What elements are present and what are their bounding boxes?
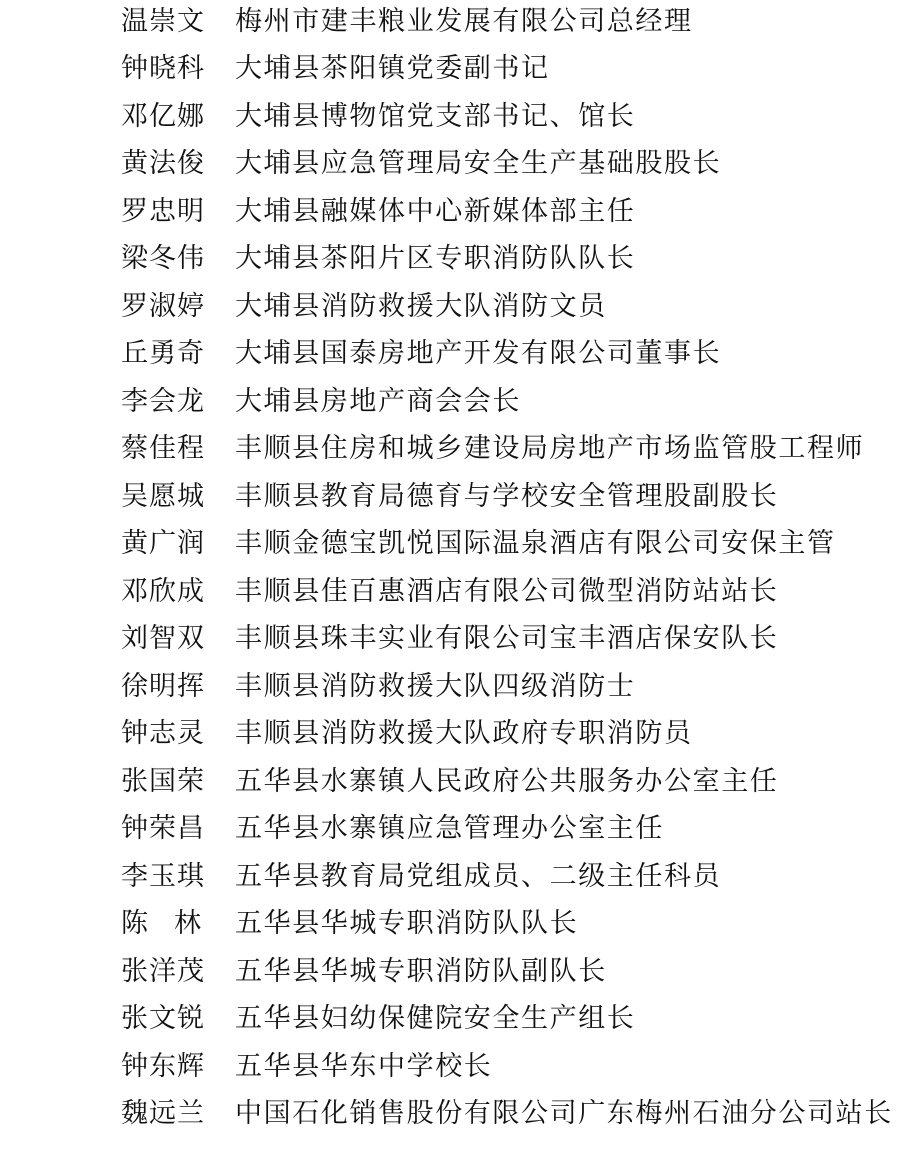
person-title: 丰顺县教育局德育与学校安全管理股副股长: [235, 481, 779, 512]
person-name: 张文锐: [121, 1003, 205, 1034]
person-title: 大埔县茶阳片区专职消防队队长: [235, 243, 636, 274]
person-title: 大埔县博物馆党支部书记、馆长: [235, 101, 636, 132]
person-title: 大埔县消防救援大队消防文员: [235, 291, 607, 322]
person-name: 邓亿娜: [121, 101, 205, 132]
list-item: [0, 0, 910, 45]
person-title: 大埔县房地产商会会长: [235, 386, 521, 417]
list-item: [0, 140, 910, 187]
person-title: 五华县华城专职消防队队长: [235, 908, 579, 939]
person-name: 李会龙: [121, 386, 205, 417]
person-title: 五华县教育局党组成员、二级主任科员: [235, 861, 722, 892]
person-name: 黄法俊: [121, 148, 205, 179]
list-item: [0, 1090, 910, 1137]
person-name: 丘勇奇: [121, 338, 205, 369]
person-name: 吴愿城: [121, 481, 205, 512]
person-name: 蔡佳程: [121, 433, 205, 464]
person-name: 罗淑婷: [121, 291, 205, 322]
person-title: 丰顺县消防救援大队四级消防士: [235, 671, 636, 702]
list-item: [0, 283, 910, 330]
person-name: 张国荣: [121, 766, 205, 797]
person-name: 李玉琪: [121, 861, 205, 892]
list-item: [0, 330, 910, 377]
person-name: 徐明挥: [121, 671, 205, 702]
list-item: [0, 425, 910, 472]
person-name: 钟荣昌: [121, 813, 205, 844]
person-name: 刘智双: [121, 623, 205, 654]
person-name: 温崇文: [121, 6, 205, 37]
list-item: [0, 378, 910, 425]
person-name: 魏远兰: [121, 1098, 205, 1129]
person-title: 五华县水寨镇应急管理办公室主任: [235, 813, 664, 844]
list-item: [0, 615, 910, 662]
person-title: 五华县华城专职消防队副队长: [235, 956, 607, 987]
list-item: [0, 520, 910, 567]
person-title: 丰顺县消防救援大队政府专职消防员: [235, 718, 693, 749]
person-name: 邓欣成: [121, 576, 205, 607]
person-title: 大埔县融媒体中心新媒体部主任: [235, 196, 636, 227]
list-item: [0, 473, 910, 520]
list-item: [0, 188, 910, 235]
person-title: 丰顺县佳百惠酒店有限公司微型消防站站长: [235, 576, 779, 607]
person-title: 大埔县应急管理局安全生产基础股股长: [235, 148, 722, 179]
list-item: [0, 1043, 910, 1090]
person-title: 大埔县茶阳镇党委副书记: [235, 53, 550, 84]
person-name: 钟志灵: [121, 718, 205, 749]
person-title: 大埔县国泰房地产开发有限公司董事长: [235, 338, 722, 369]
person-title: 五华县水寨镇人民政府公共服务办公室主任: [235, 766, 779, 797]
list-item: [0, 758, 910, 805]
person-name: 梁冬伟: [121, 243, 205, 274]
person-title: 五华县妇幼保健院安全生产组长: [235, 1003, 636, 1034]
list-item: [0, 710, 910, 757]
list-item: [0, 235, 910, 282]
person-title: 丰顺县住房和城乡建设局房地产市场监管股工程师: [235, 433, 865, 464]
person-name: 钟东辉: [121, 1051, 205, 1082]
list-item: [0, 663, 910, 710]
person-title: 丰顺金德宝凯悦国际温泉酒店有限公司安保主管: [235, 528, 836, 559]
person-title: 五华县华东中学校长: [235, 1051, 493, 1082]
person-name: 钟晓科: [121, 53, 205, 84]
list-item: [0, 900, 910, 947]
list-item: [0, 853, 910, 900]
person-title: 梅州市建丰粮业发展有限公司总经理: [235, 6, 693, 37]
list-item: [0, 995, 910, 1042]
person-name: 陈林: [121, 908, 227, 939]
list-item: [0, 568, 910, 615]
list-item: [0, 45, 910, 92]
person-title: 丰顺县珠丰实业有限公司宝丰酒店保安队长: [235, 623, 779, 654]
list-item: [0, 93, 910, 140]
person-name: 张洋茂: [121, 956, 205, 987]
person-title: 中国石化销售股份有限公司广东梅州石油分公司站长: [235, 1098, 893, 1129]
person-name: 黄广润: [121, 528, 205, 559]
list-item: [0, 948, 910, 995]
person-name: 罗忠明: [121, 196, 205, 227]
list-item: [0, 805, 910, 852]
